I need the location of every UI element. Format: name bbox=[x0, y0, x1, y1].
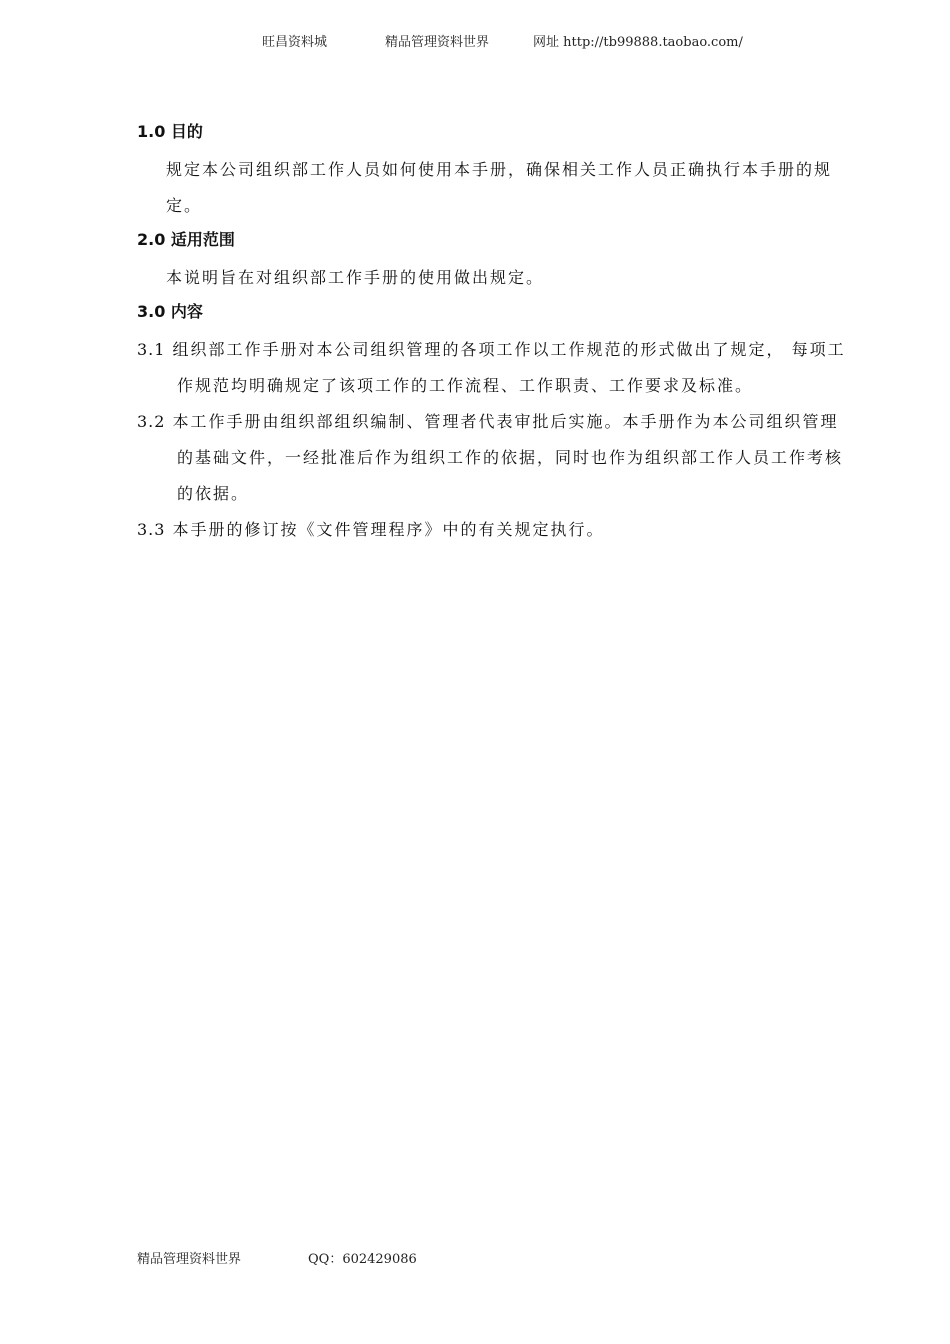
list-item-number: 3.3 bbox=[137, 520, 166, 539]
header-shop-name: 旺昌资料城 bbox=[262, 35, 328, 50]
list-item-text: 组织部工作手册对本公司组织管理的各项工作以工作规范的形式做出了规定， 每项工作规范均明确规定了该项工作的工作流程、工作职责、工作要求及标准。 bbox=[172, 340, 846, 395]
list-item-number: 3.2 bbox=[137, 412, 166, 431]
document-body bbox=[137, 118, 853, 548]
section-text-scope: 本说明旨在对组织部工作手册的使用做出规定。 bbox=[166, 268, 545, 287]
list-item-number: 3.1 bbox=[137, 340, 166, 359]
section-text-purpose: 规定本公司组织部工作人员如何使用本手册，确保相关工作人员正确执行本手册的规定。 bbox=[166, 160, 833, 215]
header-website: 网址 http://tb99888.taobao.com/ bbox=[533, 35, 743, 50]
list-item bbox=[137, 332, 853, 404]
list-item bbox=[137, 404, 853, 512]
list-item-text: 本工作手册由组织部组织编制、管理者代表审批后实施。本手册作为本公司组织管理的基础文件，一经批准后作为组织工作的依据，同时也作为组织部工作人员工作考核的依据。 bbox=[172, 412, 844, 503]
header-world-name: 精品管理资料世界 bbox=[385, 35, 490, 50]
list-item bbox=[137, 512, 853, 548]
footer-qq: QQ：602429086 bbox=[308, 1252, 417, 1267]
section-title-purpose: 1.0 目的 bbox=[137, 122, 203, 141]
section-title-content: 3.0 内容 bbox=[137, 302, 203, 321]
list-item-text: 本手册的修订按《文件管理程序》中的有关规定执行。 bbox=[172, 520, 605, 539]
footer-world-name: 精品管理资料世界 bbox=[137, 1252, 242, 1267]
section-title-scope: 2.0 适用范围 bbox=[137, 230, 235, 249]
